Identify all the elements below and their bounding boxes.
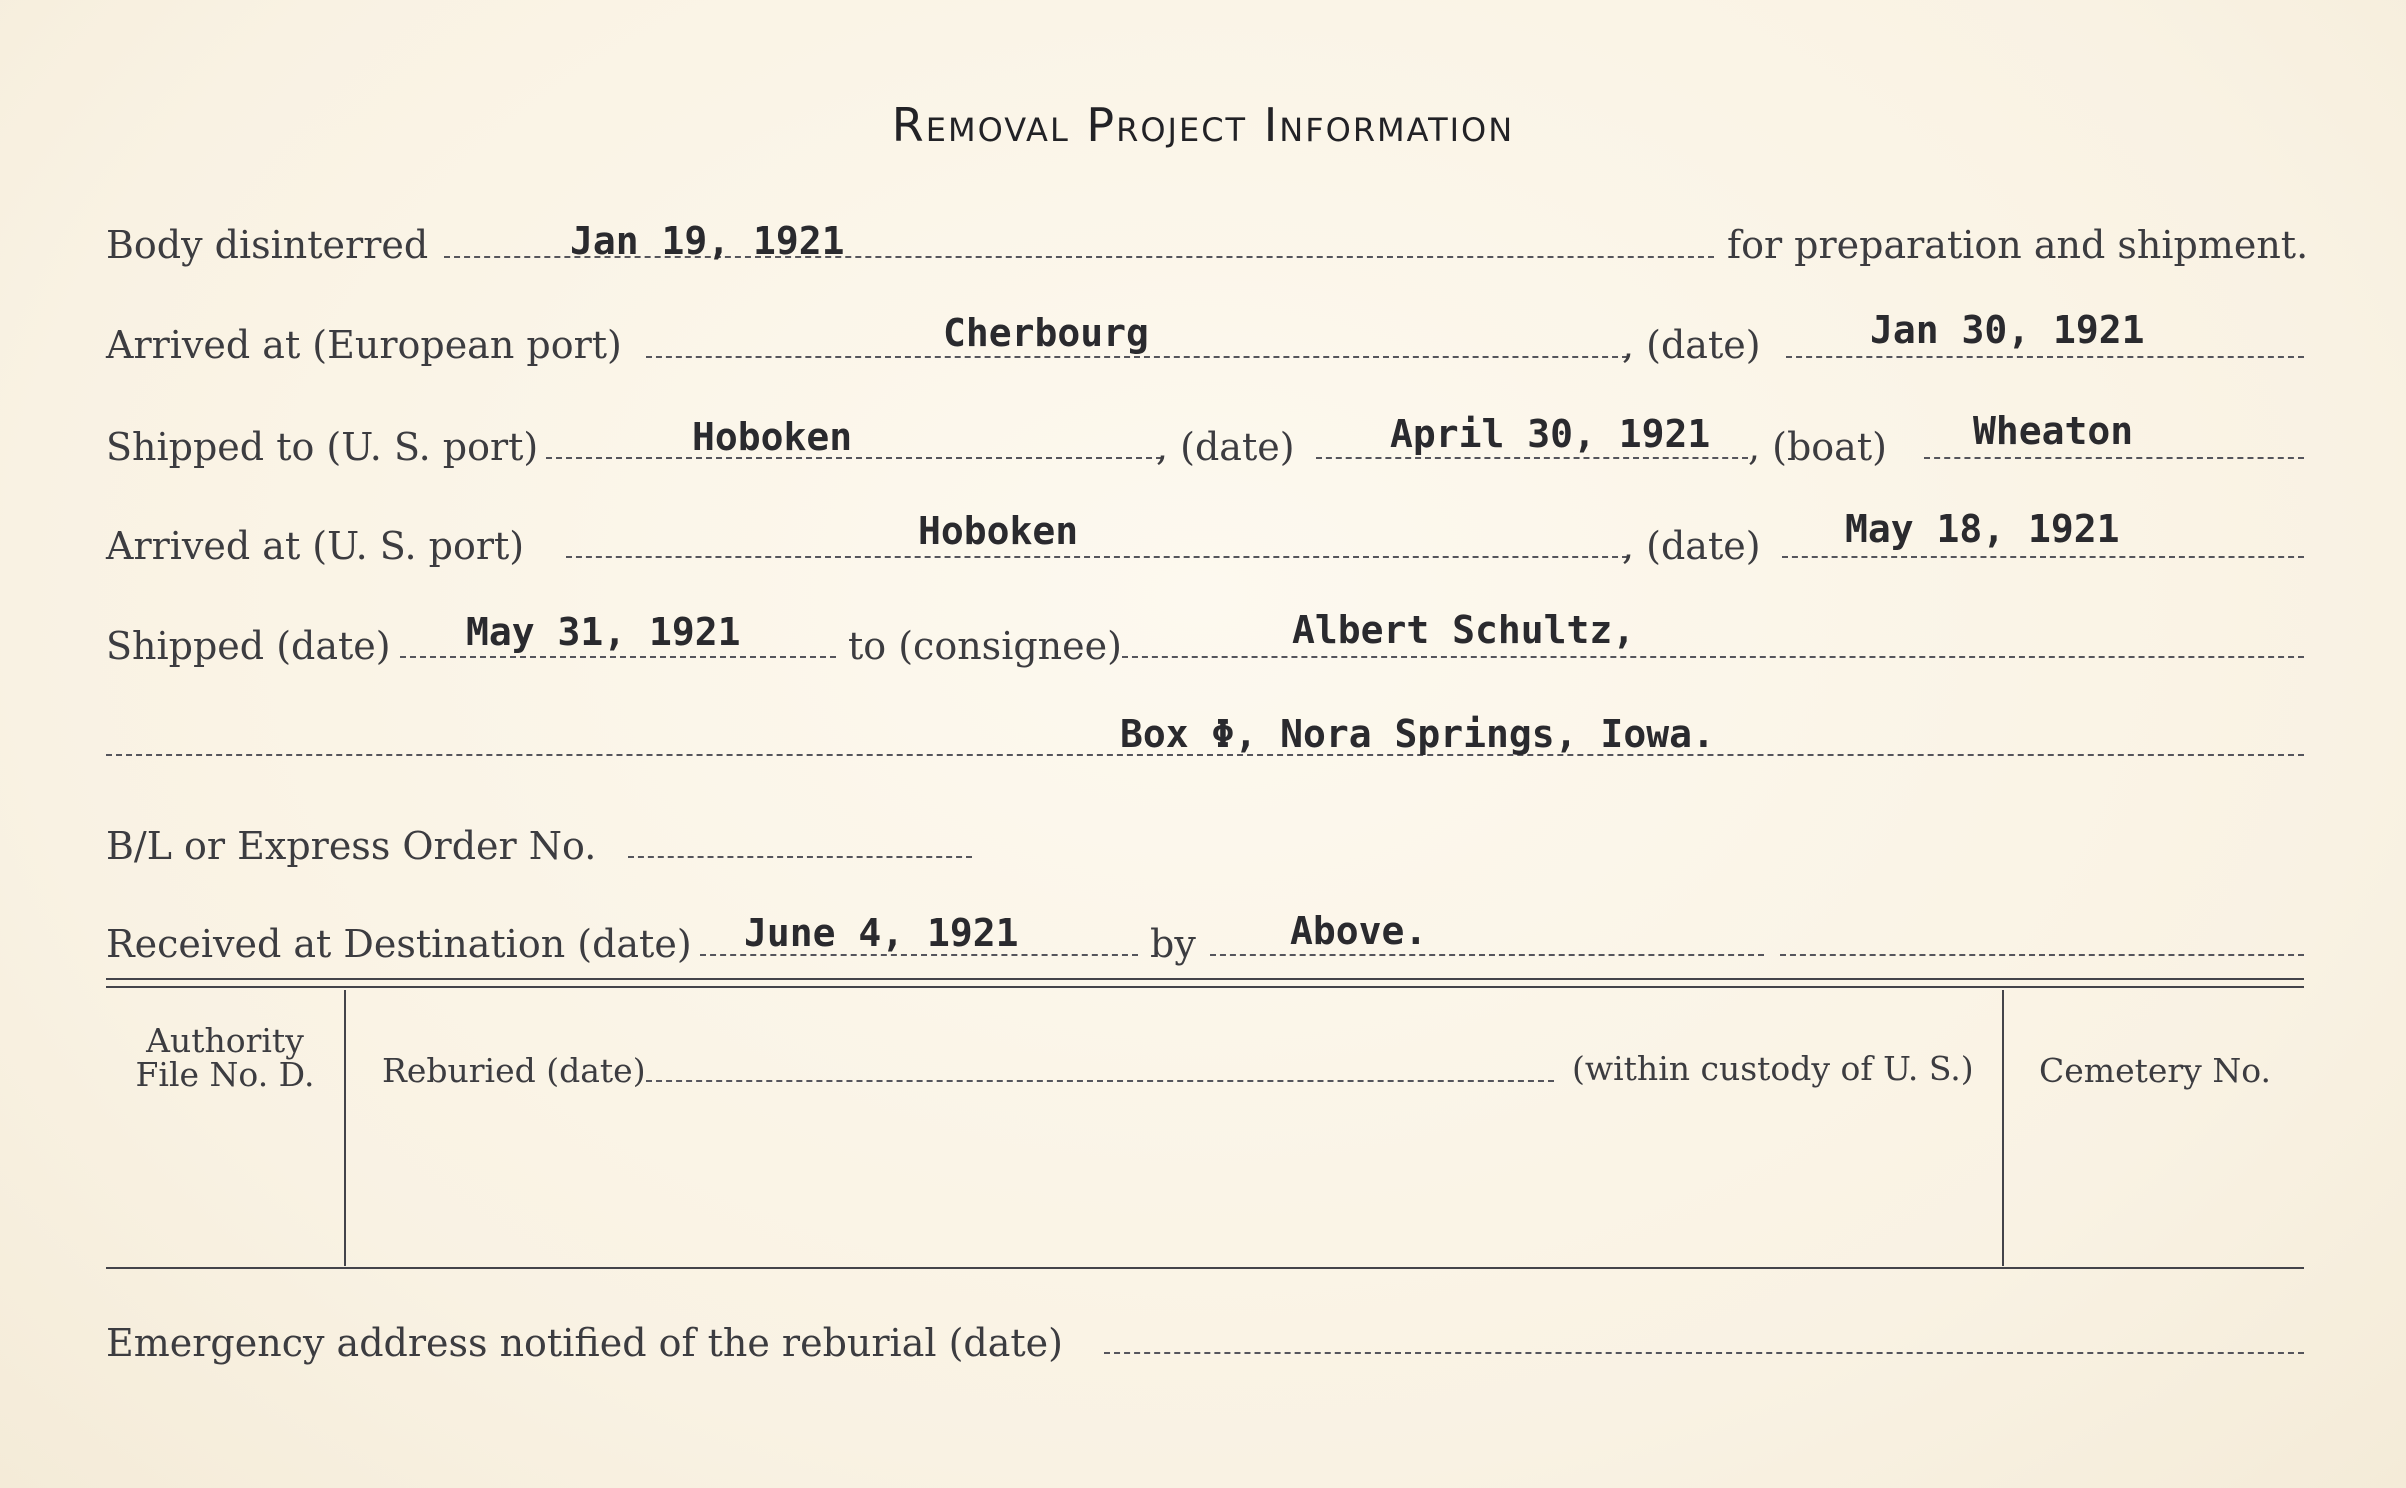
authority-label-line2: File No. D.: [135, 1055, 315, 1094]
consignee-name: Albert Schultz,: [1292, 608, 1636, 652]
european-arrival-date: Jan 30, 1921: [1870, 308, 2145, 352]
cemetery-number-label: Cemetery No.: [2039, 1051, 2271, 1090]
us-port-shipped-line: [546, 457, 1162, 459]
received-destination-label: Received at Destination (date): [106, 922, 692, 966]
us-port-arrived-label: Arrived at (U. S. port): [106, 524, 525, 568]
european-port-label: Arrived at (European port): [106, 323, 622, 367]
received-date: June 4, 1921: [744, 911, 1019, 955]
european-port-line: [646, 356, 1628, 358]
reburied-date-label: Reburied (date): [382, 1051, 646, 1090]
consignee-address: Box Φ, Nora Springs, Iowa.: [1120, 712, 1715, 756]
table-divider-left: [344, 990, 346, 1266]
body-disinterred-label: Body disinterred: [106, 223, 429, 267]
bl-order-label: B/L or Express Order No.: [106, 824, 597, 868]
european-date-line: [1786, 356, 2304, 358]
shipped-date-line: [1316, 457, 1748, 459]
us-port-arrived-line: [566, 556, 1628, 558]
shipped-date: April 30, 1921: [1390, 412, 1711, 456]
european-date-label: , (date): [1622, 323, 1761, 367]
shipped-date-label: , (date): [1156, 425, 1295, 469]
arrived-date-label: , (date): [1622, 524, 1761, 568]
bl-order-line: [628, 856, 972, 858]
shipped-to-consignee-date: May 31, 1921: [466, 610, 741, 654]
preparation-suffix: for preparation and shipment.: [1727, 223, 2309, 267]
received-by-line: [1210, 954, 1764, 956]
arrived-date: May 18, 1921: [1845, 507, 2120, 551]
arrived-date-line: [1782, 556, 2304, 558]
table-top-rule: [106, 978, 2304, 980]
table-divider-right: [2002, 990, 2004, 1266]
shipped-date-row-label: Shipped (date): [106, 624, 391, 668]
authority-label-line1: Authority: [146, 1021, 304, 1060]
european-port: Cherbourg: [943, 311, 1149, 355]
received-by: Above.: [1290, 909, 1428, 953]
us-port-shipped: Hoboken: [692, 415, 853, 459]
emergency-address-label: Emergency address notified of the reburial (date): [106, 1321, 1063, 1365]
shipped-date-row-line: [400, 656, 836, 658]
table-top-rule-double: [106, 986, 2304, 988]
us-port-shipped-label: Shipped to (U. S. port): [106, 425, 539, 469]
table-bottom-rule: [106, 1267, 2304, 1269]
received-extra-line: [1780, 954, 2304, 956]
boat-line: [1924, 457, 2304, 459]
us-port-arrived: Hoboken: [918, 509, 1079, 553]
reburied-date-line: [646, 1080, 1554, 1082]
boat-label: , (boat): [1748, 425, 1887, 469]
emergency-address-line: [1104, 1352, 2304, 1354]
page-title: Removal Project Information: [891, 98, 1515, 152]
consignee-line: [1122, 656, 2304, 658]
disinterred-date: Jan 19, 1921: [570, 219, 845, 263]
consignee-label: to (consignee): [848, 624, 1122, 668]
received-by-label: by: [1150, 922, 1196, 966]
custody-label: (within custody of U. S.): [1572, 1049, 1974, 1088]
boat-name: Wheaton: [1973, 409, 2134, 453]
